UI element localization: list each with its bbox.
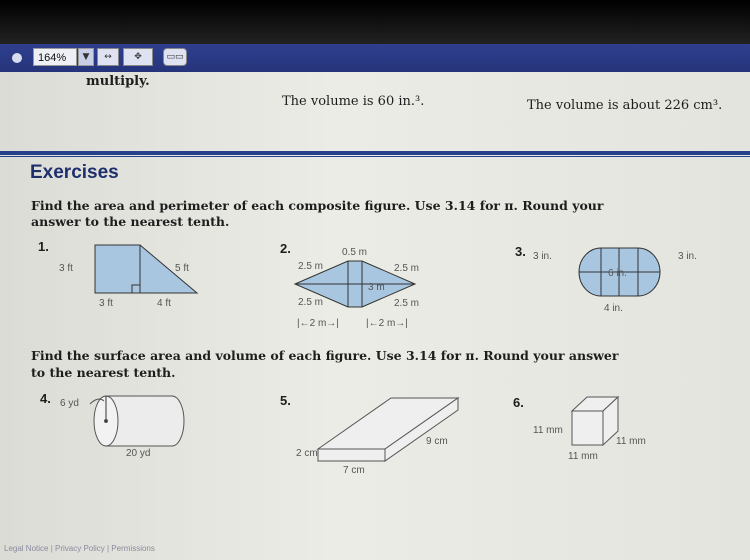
fig6-label-depth: 11 mm bbox=[616, 436, 646, 447]
fig2-dimension-left: |←2 m→| bbox=[297, 318, 339, 329]
fig6-label-height: 11 mm bbox=[533, 425, 563, 436]
problem-number-1: 1. bbox=[38, 239, 49, 254]
fig2-label-lower-left: 2.5 m bbox=[298, 297, 324, 308]
fig3-label-left-radius: 3 in. bbox=[533, 251, 552, 262]
fig5-label-length: 7 cm bbox=[343, 465, 365, 476]
volume-left-text: The volume is 60 in.³. bbox=[282, 94, 425, 109]
fig2-dimension-right: |←2 m→| bbox=[366, 318, 408, 329]
problem-number-5: 5. bbox=[280, 393, 291, 408]
fig1-label-height: 3 ft bbox=[59, 263, 73, 274]
view-mode-icon[interactable]: ▭▭ bbox=[163, 48, 187, 66]
fig1-label-hypotenuse: 5 ft bbox=[175, 263, 189, 274]
surface-instruction-line-1: Find the surface area and volume of each figure. Use 3.14 for π. Round your answer bbox=[31, 348, 619, 363]
instruction-line-1: Find the area and perimeter of each composite figure. Use 3.14 for π. Round your bbox=[31, 198, 604, 213]
surface-instruction-line-2: to the nearest tenth. bbox=[31, 365, 176, 380]
fig4-label-radius: 6 yd bbox=[60, 398, 79, 409]
figure-5-prism bbox=[318, 398, 458, 461]
fig2-label-center: 3 m bbox=[368, 282, 385, 293]
volume-right-text: The volume is about 226 cm³. bbox=[527, 98, 723, 113]
instruction-line-2: answer to the nearest tenth. bbox=[31, 214, 230, 229]
dropdown-arrow-icon[interactable]: ▼ bbox=[78, 48, 94, 66]
fig3-label-right-radius: 3 in. bbox=[678, 251, 697, 262]
problem-number-2: 2. bbox=[280, 241, 291, 256]
fig1-label-tri-base: 4 ft bbox=[157, 298, 171, 309]
fig5-label-height: 2 cm bbox=[296, 448, 318, 459]
fig2-label-top: 0.5 m bbox=[342, 247, 368, 258]
fig6-label-width: 11 mm bbox=[568, 451, 598, 462]
fig3-label-height: 6 in. bbox=[608, 268, 627, 279]
fig5-label-width: 9 cm bbox=[426, 436, 448, 447]
fig2-label-lower-right: 2.5 m bbox=[394, 298, 420, 309]
fit-width-icon[interactable]: ↔ bbox=[97, 48, 119, 66]
multiply-text: multiply. bbox=[86, 74, 150, 89]
footer-links[interactable]: Legal Notice | Privacy Policy | Permissions bbox=[4, 544, 155, 553]
fig2-label-upper-left: 2.5 m bbox=[298, 261, 324, 272]
zoom-level-field[interactable]: 164% bbox=[33, 48, 77, 66]
problem-number-3: 3. bbox=[515, 244, 526, 259]
exercises-heading: Exercises bbox=[30, 162, 119, 183]
problem-number-6: 6. bbox=[513, 395, 524, 410]
fig1-label-rect-base: 3 ft bbox=[99, 298, 113, 309]
fig2-label-upper-right: 2.5 m bbox=[394, 263, 420, 274]
problem-number-4: 4. bbox=[40, 391, 51, 406]
fig4-label-length: 20 yd bbox=[126, 448, 151, 459]
fig3-label-width: 4 in. bbox=[604, 303, 623, 314]
fit-page-icon[interactable]: ✥ bbox=[123, 48, 153, 66]
figure-4-cylinder bbox=[90, 396, 184, 446]
figure-6-cube bbox=[572, 397, 618, 445]
